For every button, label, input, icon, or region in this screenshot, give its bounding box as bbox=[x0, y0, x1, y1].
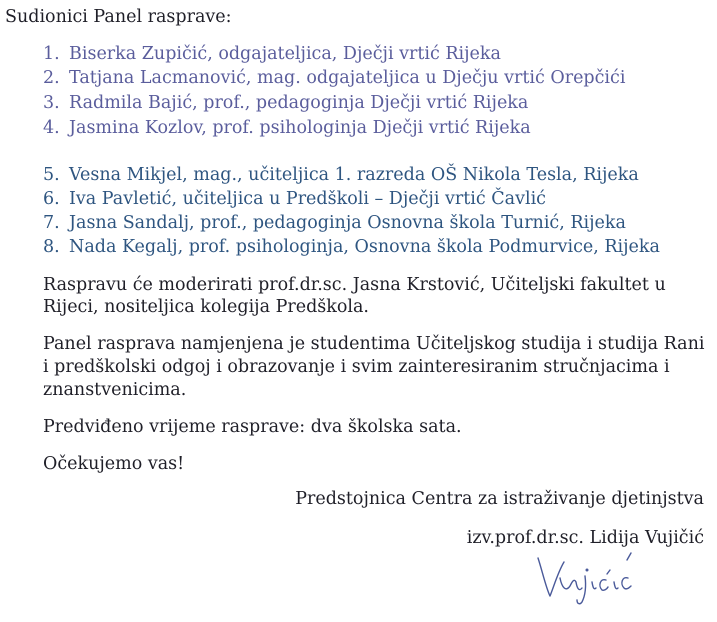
list-item bbox=[43, 212, 626, 234]
list-number: 5. bbox=[43, 165, 60, 185]
heading: Sudionici Panel rasprave: bbox=[5, 7, 232, 27]
list-text: Tatjana Lacmanović, mag. odgajateljica u Dječju vrtić Orepčići bbox=[69, 68, 626, 88]
list-text: Vesna Mikjel, mag., učiteljica 1. razreda OŠ Nikola Tesla, Rijeka bbox=[69, 165, 639, 185]
list-text: Radmila Bajić, prof., pedagoginja Dječji vrtić Rijeka bbox=[69, 93, 529, 113]
list-text: Jasna Sandalj, prof., pedagoginja Osnovna škola Turnić, Rijeka bbox=[69, 213, 626, 233]
signatory-name: izv.prof.dr.sc. Lidija Vujičić bbox=[466, 528, 704, 548]
list-item bbox=[43, 236, 660, 258]
list-item bbox=[43, 67, 625, 89]
audience-paragraph-line: Panel rasprava namjenjena je studentima Učiteljskog studija i studija Rani bbox=[43, 334, 705, 354]
closing-text: Očekujemo vas! bbox=[43, 454, 185, 474]
list-item bbox=[43, 117, 531, 139]
list-number: 6. bbox=[43, 189, 60, 209]
list-item bbox=[43, 92, 528, 114]
audience-paragraph-line: znanstvenicima. bbox=[43, 380, 187, 400]
list-item bbox=[43, 188, 546, 210]
signatory-title: Predstojnica Centra za istraživanje djetinjstva bbox=[295, 489, 704, 509]
list-number: 2. bbox=[43, 68, 60, 88]
list-text: Biserka Zupičić, odgajateljica, Dječji vrtić Rijeka bbox=[69, 44, 501, 64]
list-text: Jasmina Kozlov, prof. psihologinja Dječji vrtić Rijeka bbox=[69, 118, 531, 138]
list-text: Nada Kegalj, prof. psihologinja, Osnovna škola Podmurvice, Rijeka bbox=[69, 237, 660, 257]
moderator-paragraph-line: Rijeci, nositeljica kolegija Predškola. bbox=[43, 297, 369, 317]
moderator-paragraph-line: Raspravu će moderirati prof.dr.sc. Jasna Krstović, Učiteljski fakultet u bbox=[43, 275, 666, 295]
list-number: 3. bbox=[43, 93, 60, 113]
list-item bbox=[43, 43, 501, 65]
list-number: 1. bbox=[43, 44, 60, 64]
list-number: 8. bbox=[43, 237, 60, 257]
list-item bbox=[43, 164, 639, 186]
handwritten-signature bbox=[530, 548, 640, 608]
duration-text: Predviđeno vrijeme rasprave: dva školska sata. bbox=[43, 417, 462, 437]
list-number: 7. bbox=[43, 213, 60, 233]
list-number: 4. bbox=[43, 118, 60, 138]
audience-paragraph-line: i predškolski odgoj i obrazovanje i svim zainteresiranim stručnjacima i bbox=[43, 357, 670, 377]
list-text: Iva Pavletić, učiteljica u Predškoli – Dječji vrtić Čavlić bbox=[69, 189, 546, 209]
